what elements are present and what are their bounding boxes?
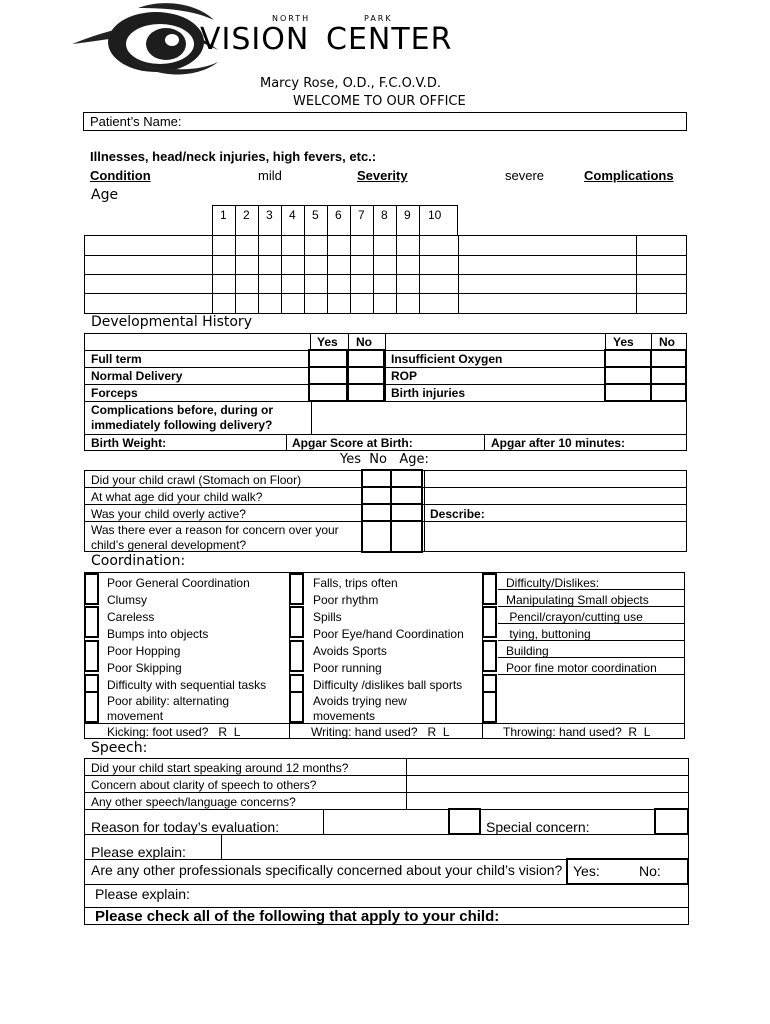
illness-grid[interactable]: [84, 235, 687, 314]
dev-no-right: No: [659, 335, 675, 349]
coord-c2-7: Avoids trying new movements: [313, 694, 407, 723]
scale-6: 6: [335, 208, 342, 222]
logo-center: CENTER: [326, 22, 453, 57]
illness-heading: Illnesses, head/neck injuries, high fevers, etc.:: [90, 149, 377, 164]
logo-north: NORTH: [272, 14, 311, 23]
coord-c1-0: Poor General Coordination: [107, 576, 250, 590]
forceps-yes-checkbox[interactable]: [308, 383, 348, 402]
coord-throwing: Throwing: hand used? R L: [503, 725, 651, 739]
dev-birth-injuries: Birth injuries: [391, 386, 466, 400]
coord-c3-1: Manipulating Small objects: [506, 593, 649, 607]
logo-park: PARK: [364, 14, 393, 23]
col-complications: Complications: [584, 168, 674, 183]
birth-injuries-yes-checkbox[interactable]: [604, 383, 652, 402]
dev-complications: Complications before, during or immediately following delivery?: [91, 403, 274, 432]
speech-heading: Speech:: [91, 740, 148, 756]
reason-label: Reason for today’s evaluation:: [91, 819, 280, 835]
coord-c3-3: tying, buttoning: [506, 627, 591, 641]
professionals-question: Are any other professionals specifically concerned about your child’s vision?: [91, 862, 563, 878]
logo: [68, 0, 453, 82]
dev-apgar: Apgar Score at Birth:: [292, 436, 413, 450]
doctor-name: Marcy Rose, O.D., F.C.O.V.D.: [260, 76, 441, 91]
milestone-q3: Was your child overly active?: [91, 507, 246, 521]
forceps-no-checkbox[interactable]: [347, 383, 385, 402]
coord-c1-3: Bumps into objects: [107, 627, 209, 641]
professionals-yes: Yes:: [573, 863, 600, 879]
coord-c2-6: Difficulty /dislikes ball sports: [313, 678, 463, 692]
coord-c3-2: Pencil/crayon/cutting use: [506, 610, 643, 624]
speech-q3: Any other speech/language concerns?: [91, 795, 296, 809]
col-severe: severe: [505, 168, 545, 183]
dev-yes-right: Yes: [613, 335, 634, 349]
logo-vision: VISION: [200, 22, 310, 57]
patient-name-field[interactable]: [83, 112, 687, 131]
scale-8: 8: [381, 208, 388, 222]
coord-writing: Writing: hand used? R L: [311, 725, 450, 739]
concern-yes-checkbox[interactable]: [361, 520, 392, 553]
dev-no-left: No: [356, 335, 372, 349]
speech-q2: Concern about clarity of speech to others?: [91, 778, 317, 792]
coord-c1-2: Careless: [107, 610, 155, 624]
coord-c1-1: Clumsy: [107, 593, 148, 607]
coord-checkbox-c3-2[interactable]: [482, 606, 497, 638]
concern-no-checkbox[interactable]: [390, 520, 423, 553]
coord-c2-4: Avoids Sports: [313, 644, 387, 658]
coord-c3-4: Building: [506, 644, 549, 658]
welcome-title: WELCOME TO OUR OFFICE: [293, 94, 466, 109]
coord-c1-6: Difficulty with sequential tasks: [107, 678, 267, 692]
coord-c1-4: Poor Hopping: [107, 644, 181, 658]
col-condition: Condition: [90, 168, 151, 183]
coord-checkbox-c3-3[interactable]: [482, 640, 497, 672]
coord-c3-5: Poor fine motor coordination: [506, 661, 657, 675]
dev-table: [84, 333, 687, 451]
milestone-q4: Was there ever a reason for concern over your child’s general development?: [91, 523, 339, 552]
speech-table: [84, 758, 689, 810]
coord-c3-0: Difficulty/Dislikes:: [506, 576, 600, 590]
scale-9: 9: [404, 208, 411, 222]
coord-c2-0: Falls, trips often: [313, 576, 398, 590]
special-concern-label: Special concern:: [486, 819, 590, 835]
professionals-no: No:: [639, 863, 661, 879]
scale-1: 1: [220, 208, 227, 222]
coord-c2-2: Spills: [313, 610, 342, 624]
coord-c2-3: Poor Eye/hand Coordination: [313, 627, 464, 641]
speech-q1: Did your child start speaking around 12 months?: [91, 761, 349, 775]
coord-checkbox-c1-3[interactable]: [84, 640, 99, 672]
dev-rop: ROP: [391, 369, 418, 383]
check-all-heading: Please check all of the following that apply to your child:: [95, 908, 500, 925]
milestone-header: Yes No Age:: [340, 452, 429, 467]
coord-c1-7: Poor ability: alternating movement: [107, 694, 230, 723]
coord-checkbox-c1-5[interactable]: [84, 691, 99, 723]
reason-checkbox[interactable]: [448, 808, 481, 835]
explain-label-2: Please explain:: [95, 886, 190, 902]
coord-kicking: Kicking: foot used? R L: [107, 725, 241, 739]
coord-checkbox-c1-1[interactable]: [84, 573, 99, 605]
coord-checkbox-c1-2[interactable]: [84, 606, 99, 638]
special-concern-checkbox[interactable]: [654, 808, 689, 835]
dev-insufficient-oxygen: Insufficient Oxygen: [391, 352, 503, 366]
dev-apgar-10: Apgar after 10 minutes:: [491, 436, 626, 450]
dev-yes-left: Yes: [317, 335, 338, 349]
birth-injuries-no-checkbox[interactable]: [650, 383, 687, 402]
dev-forceps: Forceps: [91, 386, 138, 400]
col-mild: mild: [258, 168, 282, 183]
coordination-table: [84, 572, 685, 739]
patient-name-label: Patient’s Name:: [90, 114, 182, 129]
scale-3: 3: [266, 208, 273, 222]
dev-normal-delivery: Normal Delivery: [91, 369, 183, 383]
coordination-heading: Coordination:: [91, 553, 186, 569]
col-age: Age: [91, 187, 119, 203]
developmental-heading: Developmental History: [91, 314, 252, 330]
coord-checkbox-c2-1[interactable]: [289, 573, 304, 605]
coord-checkbox-c2-5[interactable]: [289, 691, 304, 723]
coord-c1-5: Poor Skipping: [107, 661, 182, 675]
scale-4: 4: [289, 208, 296, 222]
scale-2: 2: [243, 208, 250, 222]
scale-7: 7: [358, 208, 365, 222]
coord-c2-5: Poor running: [313, 661, 382, 675]
severity-scale: [212, 205, 458, 235]
milestone-q1: Did your child crawl (Stomach on Floor): [91, 473, 302, 487]
coord-checkbox-c3-5[interactable]: [482, 691, 497, 723]
scale-5: 5: [312, 208, 319, 222]
coord-checkbox-c2-3[interactable]: [289, 640, 304, 672]
milestone-q2: At what age did your child walk?: [91, 490, 263, 504]
explain-label-1: Please explain:: [91, 844, 186, 860]
scale-10: 10: [428, 208, 442, 222]
milestone-describe: Describe:: [430, 507, 485, 521]
dev-full-term: Full term: [91, 352, 142, 366]
professionals-yes-no-box[interactable]: [566, 858, 689, 885]
dev-birth-weight: Birth Weight:: [91, 436, 167, 450]
coord-checkbox-c3-1[interactable]: [482, 573, 497, 605]
col-severity: Severity: [357, 168, 408, 183]
coord-checkbox-c2-2[interactable]: [289, 606, 304, 638]
coord-c2-1: Poor rhythm: [313, 593, 379, 607]
